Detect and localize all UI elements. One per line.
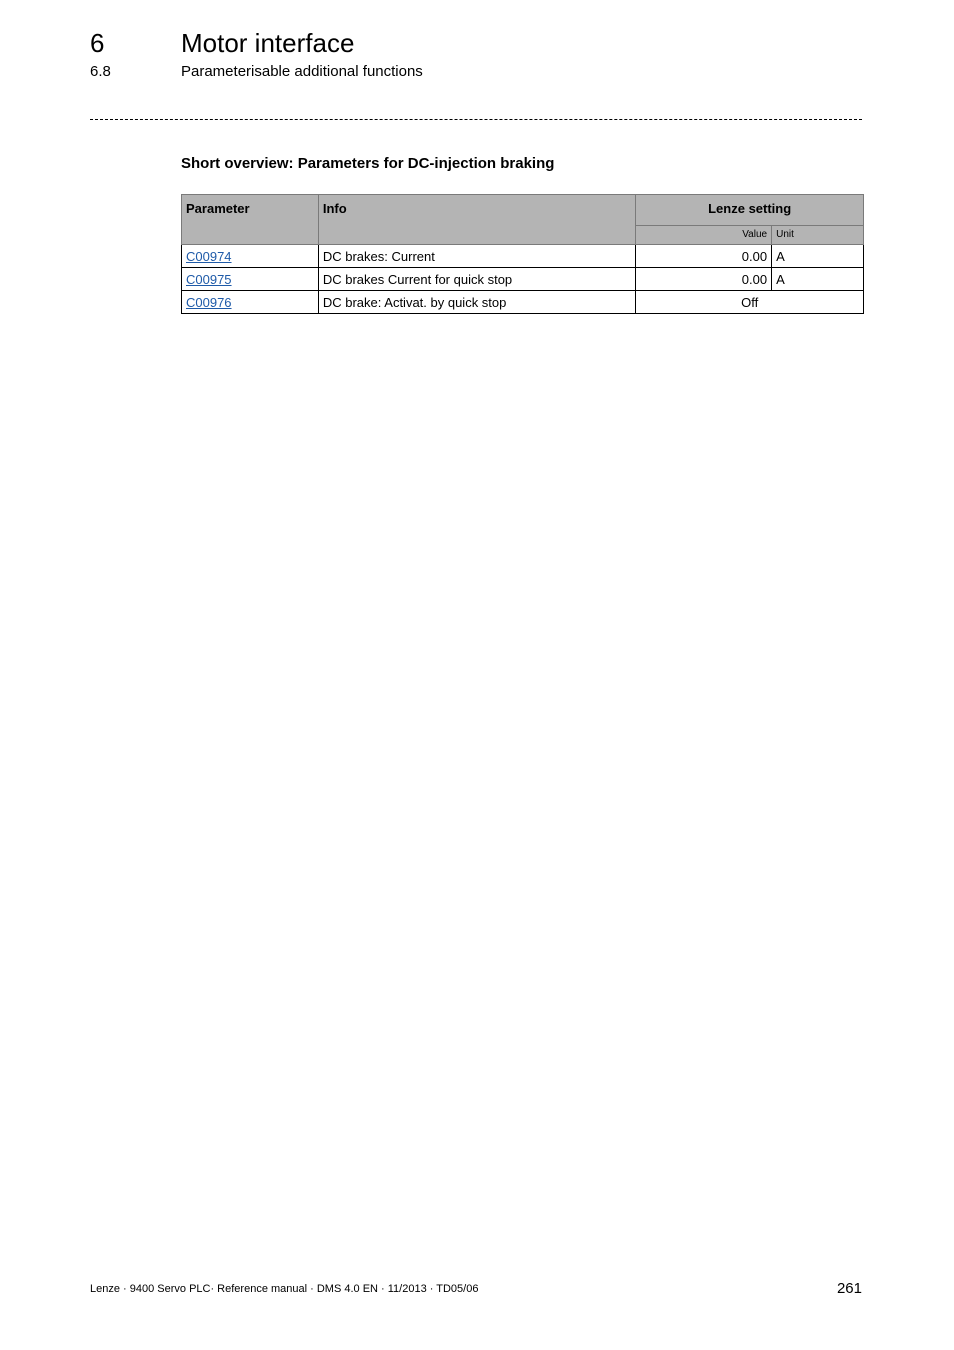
header-divider bbox=[90, 119, 862, 120]
page-number: 261 bbox=[836, 1280, 862, 1297]
parameter-table bbox=[181, 194, 864, 314]
header-info: Info bbox=[318, 195, 635, 245]
unit-cell: A bbox=[772, 245, 864, 268]
value-cell: 0.00 bbox=[636, 268, 772, 291]
chapter-number: 6 bbox=[90, 28, 105, 58]
info-cell: DC brake: Activat. by quick stop bbox=[318, 291, 635, 314]
chapter-title: Motor interface bbox=[181, 28, 355, 58]
table-heading: Short overview: Parameters for DC-injection braking bbox=[181, 155, 555, 172]
info-cell: DC brakes: Current bbox=[318, 245, 635, 268]
parameter-link-c00975[interactable]: C00975 bbox=[186, 271, 232, 287]
header-value: Value bbox=[636, 226, 772, 245]
parameter-cell bbox=[182, 245, 319, 268]
parameter-link-c00976[interactable]: C00976 bbox=[186, 294, 232, 310]
table-row bbox=[182, 268, 864, 291]
table-row bbox=[182, 291, 864, 314]
header-unit: Unit bbox=[772, 226, 864, 245]
unit-cell: A bbox=[772, 268, 864, 291]
parameter-link-c00974[interactable]: C00974 bbox=[186, 248, 232, 264]
section-number: 6.8 bbox=[90, 63, 111, 80]
footer-text: Lenze · 9400 Servo PLC· Reference manual · DMS 4.0 EN · 11/2013 · TD05/06 bbox=[90, 1283, 479, 1295]
parameter-cell bbox=[182, 268, 319, 291]
table-row bbox=[182, 245, 864, 268]
section-title: Parameterisable additional functions bbox=[181, 63, 423, 80]
value-cell: 0.00 bbox=[636, 245, 772, 268]
header-lenze-setting: Lenze setting bbox=[636, 195, 864, 226]
parameter-cell bbox=[182, 291, 319, 314]
header-parameter: Parameter bbox=[182, 195, 319, 245]
setting-cell: Off bbox=[636, 291, 864, 314]
info-cell: DC brakes Current for quick stop bbox=[318, 268, 635, 291]
